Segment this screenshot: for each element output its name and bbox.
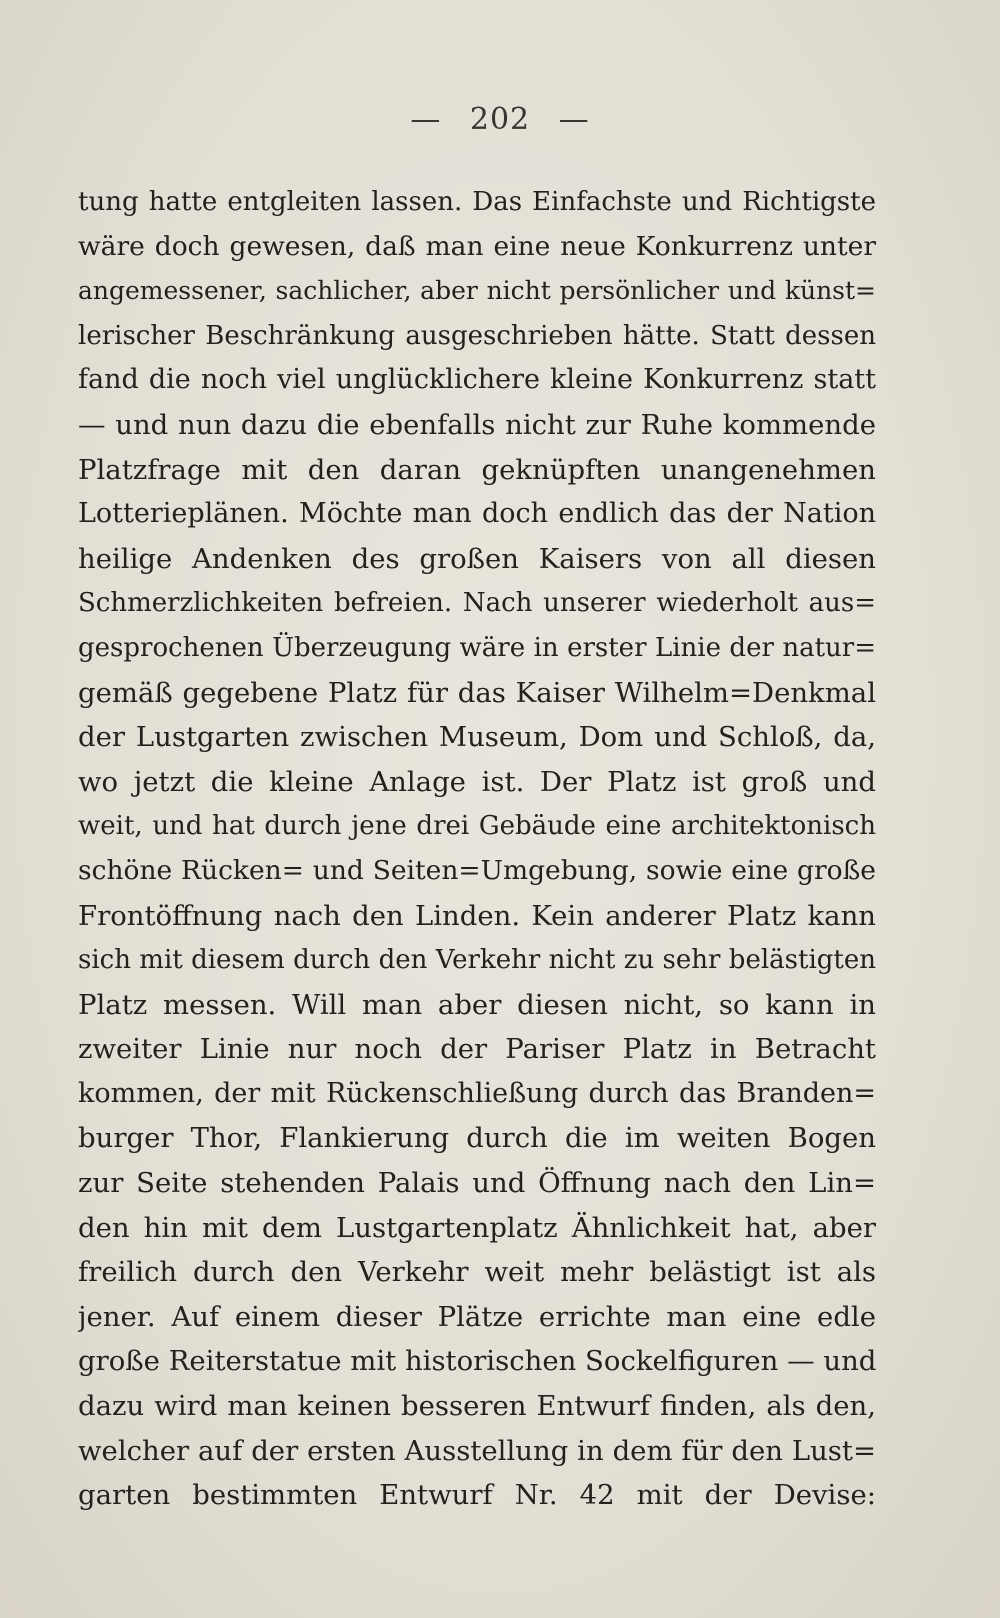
text-line-content: tung hatte entgleiten lassen. Das Einfachste und Richtigste xyxy=(78,187,876,217)
text-line xyxy=(78,938,876,983)
text-line-content: Platzfrage mit den daran geknüpften unangenehmen xyxy=(78,453,876,486)
text-line xyxy=(78,760,876,805)
text-line xyxy=(78,626,876,671)
text-line xyxy=(78,1429,876,1474)
text-line-content: dazu wird man keinen besseren Entwurf finden, als den, xyxy=(78,1390,876,1423)
text-line-content: garten bestimmten Entwurf Nr. 42 mit der Devise: xyxy=(78,1479,876,1512)
text-line-content: zweiter Linie nur noch der Pariser Platz in Betracht xyxy=(78,1033,876,1066)
text-line-content: der Lustgarten zwischen Museum, Dom und Schloß, da, xyxy=(78,721,876,754)
text-line xyxy=(78,983,876,1028)
text-line-content: angemessener, sachlicher, aber nicht persönlicher und künst= xyxy=(78,276,876,306)
text-line xyxy=(78,180,876,225)
text-line xyxy=(78,715,876,760)
text-line xyxy=(78,804,876,849)
text-line xyxy=(78,225,876,270)
text-line-content: schöne Rücken= und Seiten=Umgebung, sowie eine große xyxy=(78,854,876,886)
text-line xyxy=(78,1116,876,1161)
text-line xyxy=(78,671,876,716)
text-line-content: sich mit diesem durch den Verkehr nicht zu sehr belästigten xyxy=(78,945,876,976)
text-line-content: kommen, der mit Rückenschließung durch das Branden= xyxy=(78,1077,876,1109)
text-line-content: große Reiterstatue mit historischen Sockelfiguren — und xyxy=(78,1345,876,1378)
text-line xyxy=(78,1161,876,1206)
page-number: 202 xyxy=(469,102,531,137)
text-line xyxy=(78,849,876,894)
text-line xyxy=(78,448,876,493)
text-line xyxy=(78,1206,876,1251)
text-line-content: weit, und hat durch jene drei Gebäude eine architektonisch xyxy=(78,811,876,842)
text-line-content: gemäß gegebene Platz für das Kaiser Wilhelm=Denkmal xyxy=(78,676,876,709)
text-line xyxy=(78,314,876,359)
text-line-content: — und nun dazu die ebenfalls nicht zur Ruhe kommende xyxy=(78,408,876,441)
text-line-content: lerischer Beschränkung ausgeschrieben hätte. Statt dessen xyxy=(78,320,876,351)
text-line xyxy=(78,1339,876,1384)
text-line-content: burger Thor, Flankierung durch die im weiten Bogen xyxy=(78,1122,876,1155)
text-line-content: fand die noch viel unglücklichere kleine Konkurrenz statt xyxy=(78,364,876,396)
text-line xyxy=(78,537,876,582)
text-line-content: den hin mit dem Lustgartenplatz Ähnlichkeit hat, aber xyxy=(78,1211,876,1244)
header-dash-right: — xyxy=(558,102,590,137)
text-line xyxy=(78,1295,876,1340)
body-text xyxy=(78,180,876,1518)
text-line-content: Schmerzlichkeiten befreien. Nach unserer wiederholt aus= xyxy=(78,588,876,619)
page-header xyxy=(0,102,1000,137)
text-line xyxy=(78,1473,876,1518)
text-line xyxy=(78,269,876,314)
text-line xyxy=(78,1027,876,1072)
text-line-content: Lotterieplänen. Möchte man doch endlich das der Nation xyxy=(78,498,876,530)
text-line-content: Platz messen. Will man aber diesen nicht, so kann in xyxy=(78,988,876,1021)
text-line-content: welcher auf der ersten Ausstellung in dem für den Lust= xyxy=(78,1434,876,1467)
text-line-content: wäre doch gewesen, daß man eine neue Konkurrenz unter xyxy=(78,230,876,262)
text-line xyxy=(78,403,876,448)
text-line-content: freilich durch den Verkehr weit mehr belästigt ist als xyxy=(78,1256,876,1289)
text-line xyxy=(78,492,876,537)
text-line xyxy=(78,1384,876,1429)
text-line-content: Frontöffnung nach den Linden. Kein anderer Platz kann xyxy=(78,899,876,932)
text-line xyxy=(78,1072,876,1117)
text-line xyxy=(78,581,876,626)
text-line-content: gesprochenen Überzeugung wäre in erster Linie der natur= xyxy=(78,632,876,663)
text-line-content: heilige Andenken des großen Kaisers von all diesen xyxy=(78,542,876,575)
text-line xyxy=(78,358,876,403)
header-dash-left: — xyxy=(410,102,442,137)
text-line-content: zur Seite stehenden Palais und Öffnung nach den Lin= xyxy=(78,1167,876,1200)
text-line-content: jener. Auf einem dieser Plätze errichte man eine edle xyxy=(78,1300,876,1333)
text-line-content: wo jetzt die kleine Anlage ist. Der Platz ist groß und xyxy=(78,765,876,798)
text-line xyxy=(78,1250,876,1295)
text-line xyxy=(78,894,876,939)
